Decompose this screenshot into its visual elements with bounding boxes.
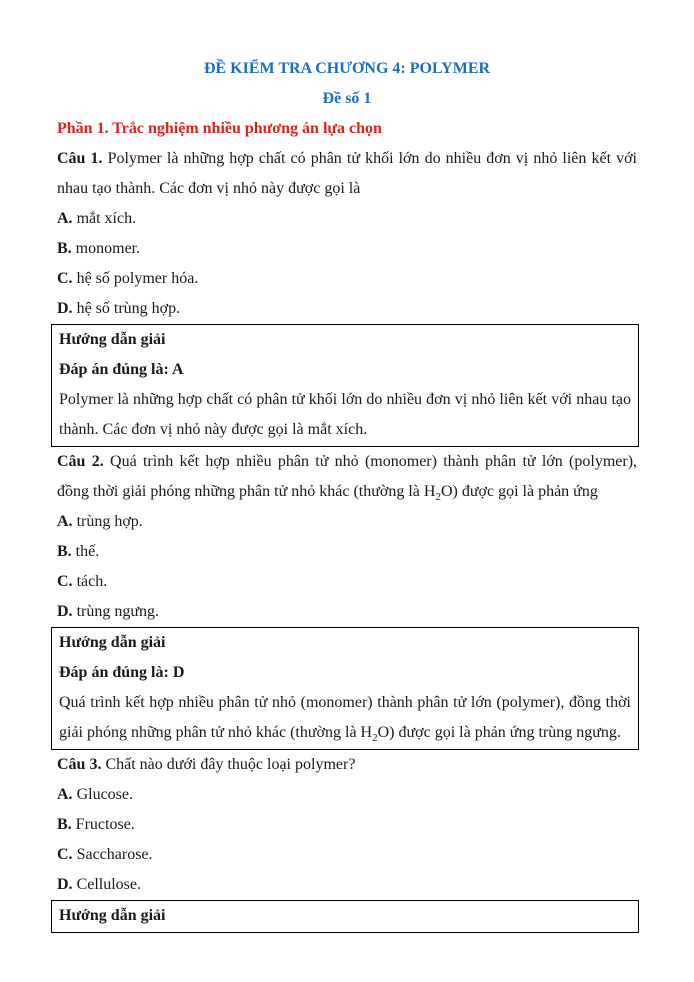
question-2-label: Câu 2. <box>57 453 104 470</box>
question-1-label: Câu 1. <box>57 150 103 167</box>
question-block-2 <box>57 447 637 750</box>
question-3-option-b: B. Fructose. <box>57 816 135 833</box>
h2o-subscript: 2 <box>372 732 378 745</box>
question-2-option-d: D. trùng ngưng. <box>57 603 160 620</box>
question-2-option-c: C. tách. <box>57 573 108 590</box>
question-1-solution-box <box>51 324 639 447</box>
question-3-option-d: D. Cellulose. <box>57 876 141 893</box>
question-3-stem: Câu 3. Chất nào dưới đây thuộc loại polymer? <box>57 756 356 773</box>
solution-explanation: Polymer là những hợp chất có phân tử khối lớn do nhiều đơn vị nhỏ liên kết với nhau tạo thành. Các đơn vị nhỏ này được gọi là mắt xích. <box>59 391 631 438</box>
question-1-option-b: B. monomer. <box>57 240 141 257</box>
question-1-option-a: A. mắt xích. <box>57 210 137 227</box>
question-block-1 <box>57 144 637 447</box>
question-1-stem: Câu 1. Polymer là những hợp chất có phân tử khối lớn do nhiều đơn vị nhỏ liên kết với nhau tạo thành. Các đơn vị nhỏ này được gọi là <box>57 150 637 197</box>
document-title: ĐỀ KIỂM TRA CHƯƠNG 4: POLYMER <box>203 60 491 77</box>
solution-answer: Đáp án đúng là: D <box>59 664 185 681</box>
solution-explanation: Quá trình kết hợp nhiều phân tử nhỏ (monomer) thành phân tử lớn (polymer), đồng thời giải phóng những phân tử nhỏ khác (thường là $H_2O$) được gọi là phản ứng trùng ngưng. <box>59 694 631 745</box>
question-2-stem: Câu 2. Quá trình kết hợp nhiều phân tử nhỏ (monomer) thành phân tử lớn (polymer), đồng thời giải phóng những phân tử nhỏ khác (thường là $H_2O$) được gọi là phản ứng <box>57 453 638 504</box>
section-heading: Phần 1. Trắc nghiệm nhiều phương án lựa chọn <box>57 120 382 137</box>
question-2-option-a: A. trùng hợp. <box>57 513 143 530</box>
question-2-solution-box <box>51 627 639 750</box>
solution-heading: Hướng dẫn giải <box>59 634 166 651</box>
question-1-option-d: D. hệ số trùng hợp. <box>57 300 181 317</box>
question-3-option-c: C. Saccharose. <box>57 846 153 863</box>
solution-heading: Hướng dẫn giải <box>59 331 166 348</box>
solution-answer: Đáp án đúng là: A <box>59 361 184 378</box>
question-2-option-b: B. thế. <box>57 543 100 560</box>
question-block-3 <box>57 750 637 933</box>
document-subtitle: Đề số 1 <box>322 90 372 107</box>
solution-heading: Hướng dẫn giải <box>59 907 166 924</box>
h2o-subscript: 2 <box>435 491 441 504</box>
question-3-option-a: A. Glucose. <box>57 786 133 803</box>
question-3-label: Câu 3. <box>57 756 102 773</box>
question-3-solution-box <box>51 900 639 933</box>
question-1-option-c: C. hệ số polymer hóa. <box>57 270 199 287</box>
